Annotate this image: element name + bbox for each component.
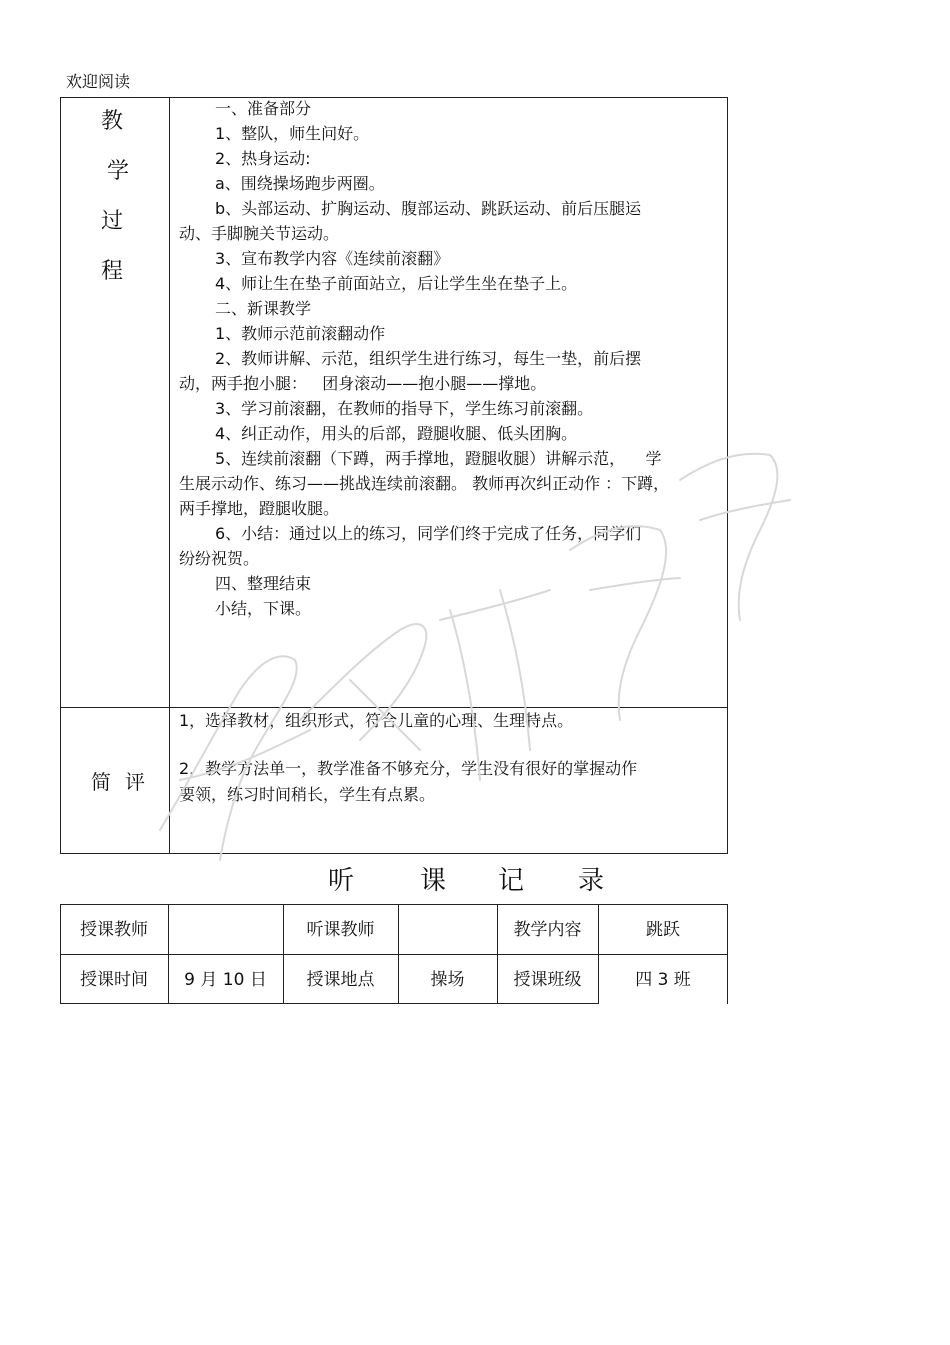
- table-cell: 9 月 10 日: [184, 970, 267, 990]
- table-cell: 操场: [430, 970, 465, 990]
- column-divider: [169, 98, 170, 853]
- table-cell: 四 3 班: [635, 970, 691, 990]
- table-cell: 授课班级: [513, 970, 582, 990]
- table-cell: 授课教师: [80, 920, 148, 940]
- process-line: 6、小结：通过以上的练习，同学们终于完成了任务，同学们: [215, 524, 642, 543]
- process-line: 1、整队，师生问好。: [215, 124, 370, 143]
- process-line: 四、整理结束: [215, 574, 312, 593]
- row-divider: [61, 707, 727, 708]
- record-table: [60, 904, 728, 1004]
- process-line: 二、新课教学: [215, 299, 312, 318]
- process-line: 3、宣布教学内容《连续前滚翻》: [215, 249, 450, 268]
- record-title-char: 听: [328, 866, 355, 896]
- process-label-char: 程: [101, 259, 124, 284]
- table-border: [60, 1003, 598, 1004]
- page-header-text: 欢迎阅读: [66, 72, 131, 91]
- process-line: 4、纠正动作，用头的后部，蹬腿收腿、低头团胸。: [215, 424, 578, 443]
- process-line: 动，两手抱小腿： 团身滚动——抱小腿——撑地。: [179, 374, 547, 393]
- process-label-char: 学: [107, 159, 130, 184]
- review-label-char: 简: [91, 770, 111, 794]
- process-line: a、围绕操场跑步两圈。: [215, 174, 385, 193]
- review-line: 2，教学方法单一，教学准备不够充分，学生没有很好的掌握动作: [179, 759, 638, 778]
- process-line: 动、手脚腕关节运动。: [179, 224, 340, 243]
- table-border: [60, 904, 728, 905]
- table-cell: 教学内容: [513, 920, 582, 940]
- record-title-char: 录: [578, 866, 605, 896]
- process-line: 4、师让生在垫子前面站立，后让学生坐在垫子上。: [215, 274, 578, 293]
- table-cell: 授课时间: [80, 970, 148, 990]
- process-label-char: 教: [101, 109, 124, 134]
- record-title-char: 记: [498, 866, 525, 896]
- process-line: 两手撑地，蹬腿收腿。: [179, 499, 340, 518]
- process-line: 小结，下课。: [215, 599, 312, 618]
- review-label-char: 评: [125, 770, 145, 794]
- table-cell: 授课地点: [306, 970, 375, 990]
- process-line: 生展示动作、练习——挑战连续前滚翻。 教师再次纠正动作 ：下蹲，: [179, 474, 670, 493]
- table-cell: 跳跃: [646, 920, 680, 940]
- record-title-char: 课: [420, 866, 447, 896]
- process-line: 一、准备部分: [215, 99, 312, 118]
- lesson-table: [60, 97, 728, 854]
- process-label-char: 过: [101, 209, 124, 234]
- process-line: 2、热身运动:: [215, 149, 311, 168]
- process-line: 3、学习前滚翻，在教师的指导下，学生练习前滚翻。: [215, 399, 594, 418]
- review-line: 1，选择教材，组织形式，符合儿童的心理、生理特点。: [179, 711, 574, 730]
- process-line: 2、教师讲解、示范，组织学生进行练习，每生一垫，前后摆: [215, 349, 642, 368]
- process-line: 5、连续前滚翻（下蹲，两手撑地，蹬腿收腿）讲解示范， 学: [215, 449, 662, 468]
- process-line: 1、教师示范前滚翻动作: [215, 324, 386, 343]
- table-border: [60, 954, 728, 955]
- review-line: 要领，练习时间稍长，学生有点累。: [179, 785, 436, 804]
- process-line: b、头部运动、扩胸运动、腹部运动、跳跃运动、前后压腿运: [215, 199, 642, 218]
- process-line: 纷纷祝贺。: [179, 549, 260, 568]
- table-cell: 听课教师: [306, 920, 375, 940]
